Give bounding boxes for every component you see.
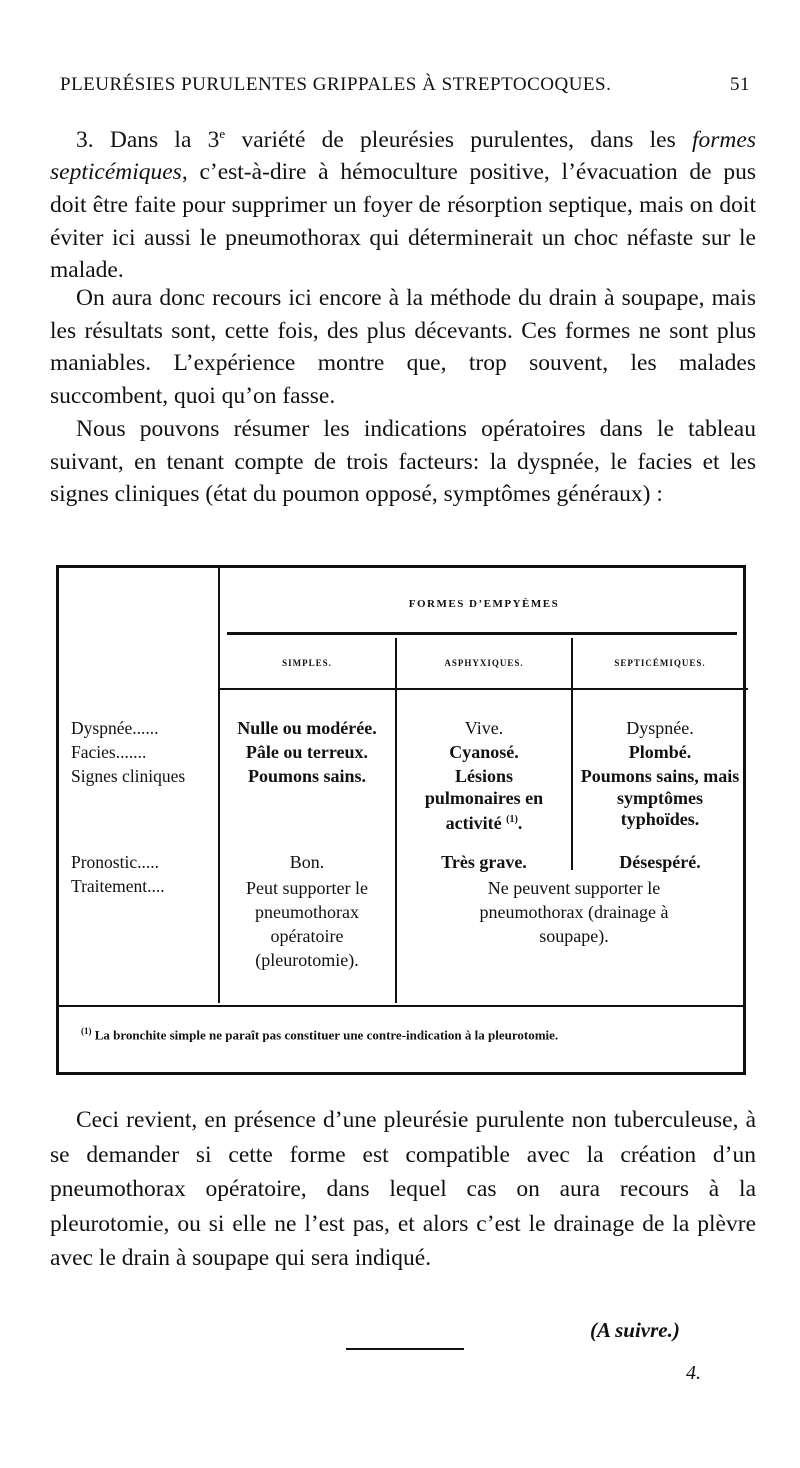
running-title: PLEURÉSIES PURULENTES GRIPPALES À STREPTOCOQUES. xyxy=(60,74,612,95)
cell-septicemiques-signes: Poumons sains, mais symptômes typhoïdes. xyxy=(580,766,740,829)
end-rule xyxy=(346,1348,464,1350)
cell-simples-dyspnee: Nulle ou modérée. xyxy=(237,718,377,738)
paragraph-1 xyxy=(50,118,756,287)
row-label-dyspnee: Dyspnée...... xyxy=(71,718,159,738)
page-number: 51 xyxy=(730,74,750,95)
cell-asphyxiques-facies: Cyanosé. xyxy=(449,742,519,762)
p1-italic: formes septicémiques xyxy=(50,126,756,186)
col-header-asphyxiques: ASPHYXIQUES. xyxy=(444,658,524,668)
footnote-text: La bronchite simple ne paraît pas constituer une contre-indication à la pleurotomie. xyxy=(94,1027,559,1043)
p2-text: On aura donc recours ici encore à la méthode du drain à soupape, mais les résultats sont, cette fois, des plus décevants. Ces formes ne sont plus maniables. L’expérience montre que, trop souvent, les malades succombent, quoi qu’on fasse. xyxy=(50,285,756,409)
row-label-facies: Facies....... xyxy=(71,742,147,762)
table-footnote xyxy=(81,1026,558,1043)
table-divider-mid xyxy=(395,638,397,1003)
p3-text: Nous pouvons résumer les indications opératoires dans le tableau suivant, en tenant compte de trois facteurs: la dyspnée, le facies et les signes cliniques (état du poumon opposé, symptômes généraux) : xyxy=(50,416,756,508)
a-suivre: (A suivre.) xyxy=(590,1318,680,1342)
cell-merged-traitement: Ne peuvent supporter le pneumothorax (drainage à soupape). xyxy=(479,878,669,946)
row-label-signes: Signes cliniques xyxy=(71,766,186,786)
footnote-mark: (1) xyxy=(81,1026,92,1036)
cell-simples-pronostic: Bon. xyxy=(289,852,325,872)
p1-lead: 3. Dans la 3 xyxy=(76,126,220,153)
cell-septicemiques-pronostic: Désespéré. xyxy=(619,852,701,872)
p1-sup: e xyxy=(219,126,226,141)
p1-mid: variété de pleurésies purulentes, dans les xyxy=(225,126,692,153)
col-header-septicemiques: SEPTICÉMIQUES. xyxy=(614,658,706,668)
cell-simples-traitement: Peut supporter le pneumothorax opératoire (pleurotomie). xyxy=(246,878,368,970)
paragraph-4 xyxy=(50,1103,756,1276)
paragraph-3 xyxy=(50,413,756,511)
p1-rest: , c’est-à-dire à hémoculture positive, l’évacuation de pus doit être faite pour supprimer un foyer de résorption septique, mais on doit éviter ici aussi le pneumothorax qui déterminerait un choc néfaste sur le malade. xyxy=(50,159,756,284)
indications-table xyxy=(56,565,746,1075)
header-rule xyxy=(218,688,748,690)
row-label-traitement: Traitement.... xyxy=(71,876,165,896)
cell-septicemiques-facies: Plombé. xyxy=(628,742,692,762)
cell-septicemiques-dyspnee: Dyspnée. xyxy=(626,718,694,738)
running-header xyxy=(60,74,750,96)
row-label-pronostic: Pronostic..... xyxy=(71,852,159,872)
cell-asphyxiques-signes-text: Lésions pulmonaires en activité xyxy=(424,766,544,833)
cell-asphyxiques-signes: Lésions pulmonaires en activité $^{(1)}$. xyxy=(424,766,544,833)
cell-asphyxiques-pronostic: Très grave. xyxy=(441,852,527,872)
signature-mark: 4. xyxy=(686,1362,701,1384)
footnote-ref: (1) xyxy=(506,814,518,825)
p4-text: Ceci revient, en présence d’une pleurésie purulente non tuberculeuse, à se demander si cette forme est compatible avec la création d’un pneumothorax opératoire, dans lequel cas on aura recours à la pleurotomie, ou si elle ne l’est pas, et alors c’est le drainage de la plèvre avec le drain à soupape qui sera indiqué. xyxy=(50,1107,756,1271)
table-caption: FORMES D’EMPYÈMES xyxy=(408,598,560,610)
caption-brace xyxy=(227,632,737,635)
cell-simples-facies: Pâle ou terreux. xyxy=(245,742,369,762)
footnote-rule xyxy=(59,1005,743,1007)
paragraph-2 xyxy=(50,282,756,412)
cell-simples-signes: Poumons sains. xyxy=(247,766,367,786)
cell-asphyxiques-dyspnee: Vive. xyxy=(464,718,504,738)
col-header-simples: SIMPLES. xyxy=(282,658,332,668)
